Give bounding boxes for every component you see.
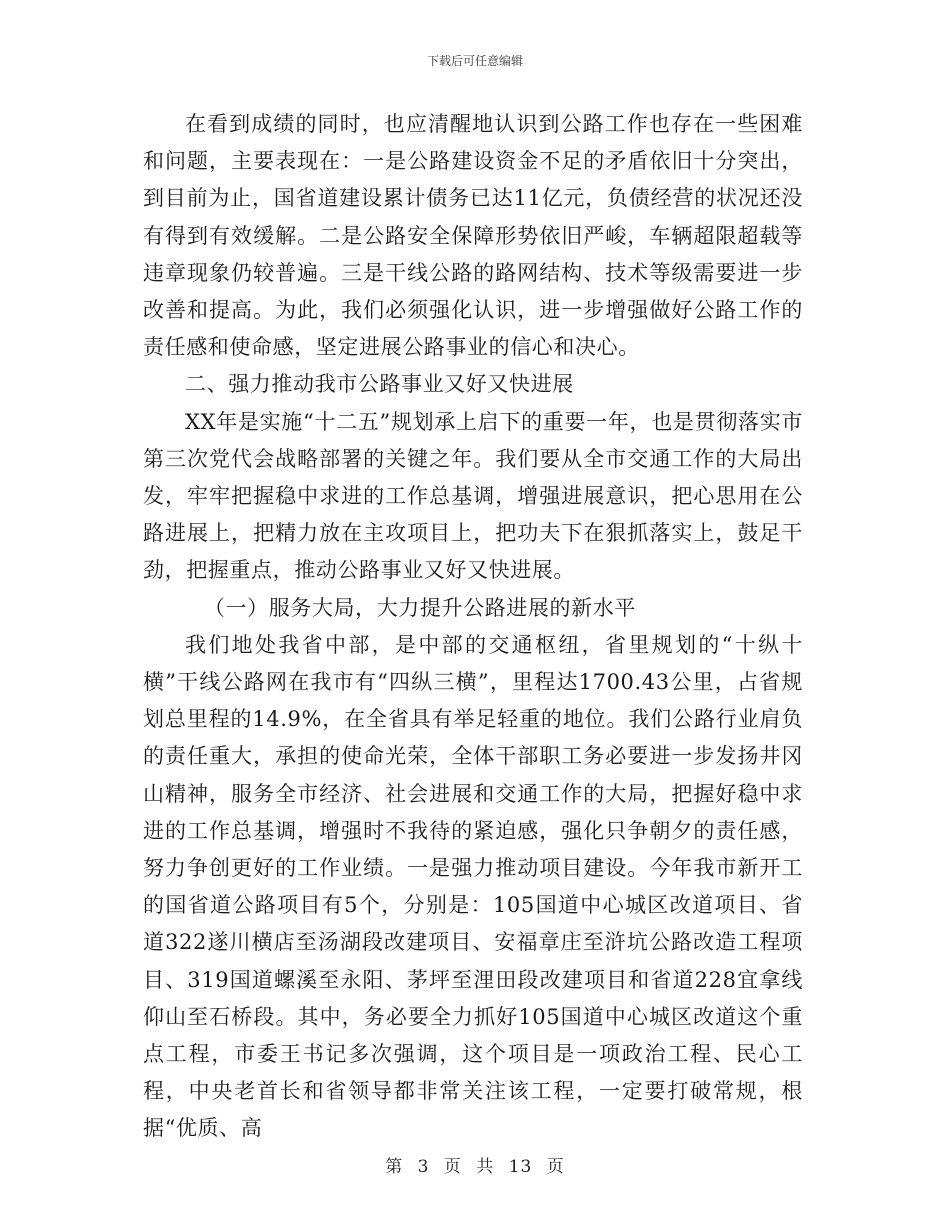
paragraph-year-plan: XX年是实施“十二五”规划承上启下的重要一年，也是贯彻落实市第三次党代会战略部署的关键之年。我们要从全市交通工作的大局出发，牢牢把握稳中求进的工作总基调，增强进展意识，把心思用在公路进展上，把精力放在主攻项目上，把功夫下在狠抓落实上，鼓足干劲，把握重点，推动公路事业又好又快进展。 — [143, 409, 803, 583]
paragraph-serve-overall: 我们地处我省中部，是中部的交通枢纽，省里规划的“十纵十横”干线公路网在我市有“四纵三横”，里程达1700.43公里，占省规划总里程的14.9%，在全省具有举足轻重的地位。我们公路行业肩负的责任重大，承担的使命光荣，全体干部职工务必要进一步发扬井冈山精神，服务全市经济、社会进展和交通工作的大局，把握好稳中求进的工作总基调，增强时不我待的紧迫感，强化只争朝夕的责任感，努力争创更好的工作业绩。一是强力推动项目建设。今年我市新开工的国省道公路项目有5个，分别是：105国道中心城区改道项目、省道322遂川横店至汤湖段改建项目、安福章庄至浒坑公路改造工程项目、319国道螺溪至永阳、茅坪至浬田段改建项目和省道228宜拿线仰山至石桥段。其中，务必要全力抓好105国道中心城区改道这个重点工程，市委王书记多次强调，这个项目是一项政治工程、民心工程，中央老首长和省领导都非常关注该工程，一定要打破常规，根据“优质、高 — [143, 632, 803, 1141]
page-label: 第 — [385, 1157, 404, 1177]
total-label: 共 — [476, 1157, 495, 1177]
total-unit: 页 — [546, 1157, 565, 1177]
section-heading-2: 二、强力推动我市公路事业又好又快进展 — [185, 372, 574, 397]
page-footer — [0, 1152, 950, 1177]
paragraph-problems: 在看到成绩的同时，也应清醒地认识到公路工作也存在一些困难和问题，主要表现在：一是公路建设资金不足的矛盾依旧十分突出，到目前为止，国省道建设累计债务已达11亿元，负债经营的状况还没有得到有效缓解。二是公路安全保障形势依旧严峻，车辆超限超载等违章现象仍较普遍。三是干线公路的路网结构、技术等级需要进一步改善和提高。为此，我们必须强化认识，进一步增强做好公路工作的责任感和使命感，坚定进展公路事业的信心和决心。 — [143, 112, 803, 360]
page-header: 下载后可任意编辑 — [426, 54, 523, 68]
page-number: 3 — [417, 1157, 430, 1177]
document-body — [143, 106, 803, 1148]
subsection-heading-1: （一）服务大局，大力提升公路进展的新水平 — [203, 595, 636, 620]
total-pages: 13 — [508, 1157, 533, 1177]
page-unit: 页 — [443, 1157, 462, 1177]
